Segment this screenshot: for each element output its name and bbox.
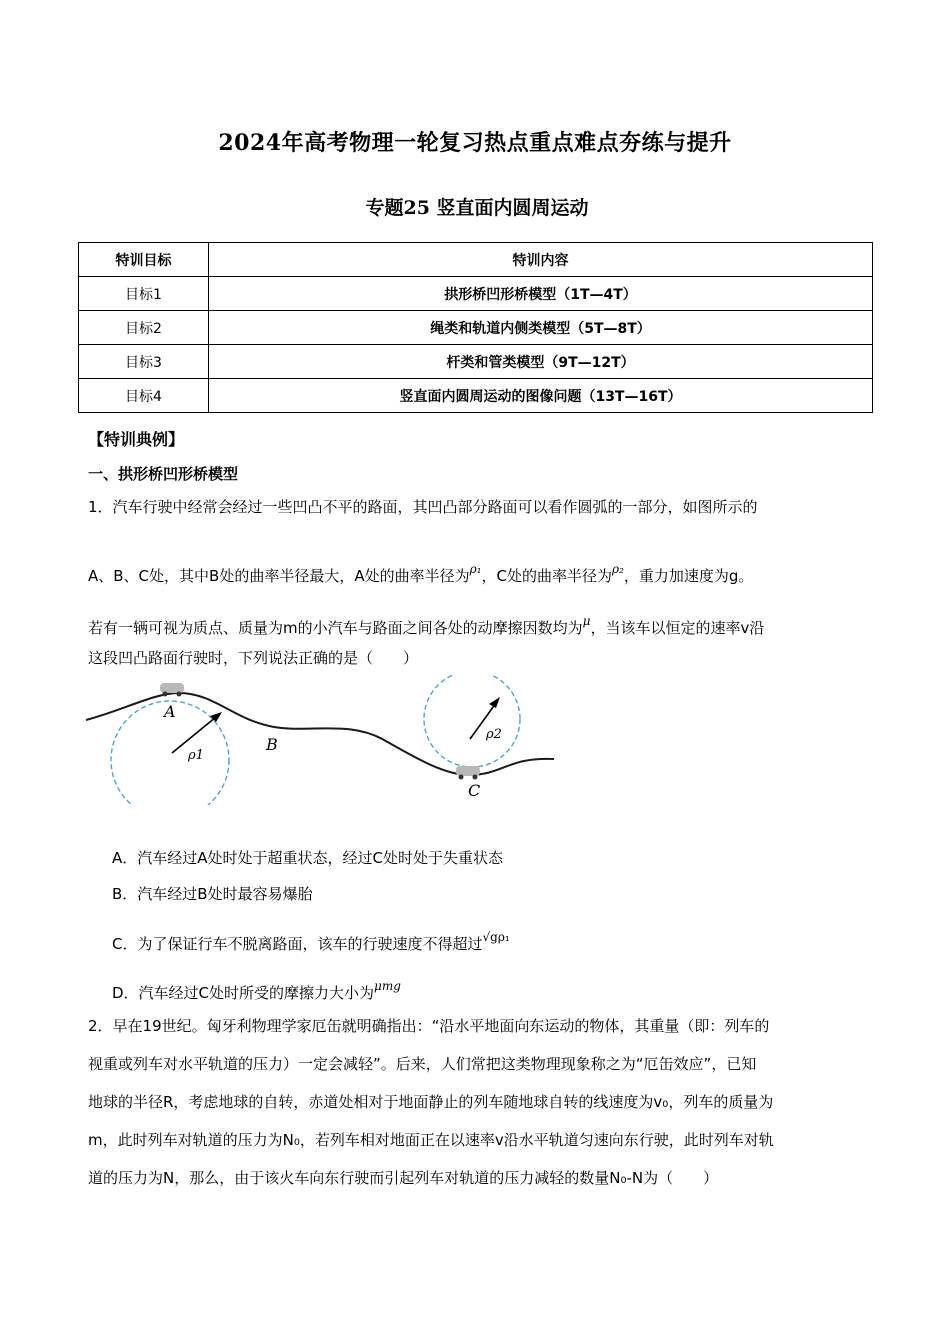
table-row <box>79 311 873 345</box>
table-cell-goal: 目标4 <box>79 379 209 413</box>
table-cell-goal: 目标1 <box>79 277 209 311</box>
label-c: C <box>468 781 481 800</box>
table-cell-content: 竖直面内圆周运动的图像问题（13T—16T） <box>209 379 873 413</box>
car-icon <box>456 766 480 780</box>
mu-symbol: μ <box>582 614 591 628</box>
q1-option-c[interactable] <box>112 930 510 954</box>
table-cell-content: 杆类和管类模型（9T—12T） <box>209 345 873 379</box>
sqrt-formula: √gρ₁ <box>482 930 510 944</box>
q2-line-5: 道的压力为N，那么，由于该火车向东行驶而引起列车对轨道的压力减轻的数量N₀-N为（ ） <box>88 1169 719 1187</box>
q1-option-d[interactable] <box>112 979 401 1003</box>
q2-line-3: 地球的半径R，考虑地球的自转，赤道处相对于地面静止的列车随地球自转的线速度为v₀，列车的质量为 <box>88 1093 774 1111</box>
goals-table <box>78 242 873 413</box>
table-row <box>79 277 873 311</box>
table-cell-content: 拱形桥凹形桥模型（1T—4T） <box>209 277 873 311</box>
label-rho2: ρ2 <box>486 727 502 742</box>
q1-option-b[interactable]: B．汽车经过B处时最容易爆胎 <box>112 885 313 903</box>
table-header-content: 特训内容 <box>209 243 873 277</box>
q1-line-2 <box>88 551 863 595</box>
q1-line-4: 这段凹凸路面行驶时，下列说法正确的是（ ） <box>88 649 419 667</box>
subsection-heading: 一、拱形桥凹形桥模型 <box>88 465 239 483</box>
table-cell-goal: 目标2 <box>79 311 209 345</box>
q2-line-2: 视重或列车对水平轨道的压力）一定会减轻”。后来，人们常把这类物理现象称之为“厄缶效应”，已知 <box>88 1055 757 1073</box>
car-icon <box>160 683 184 697</box>
curvature-circle-c <box>424 675 520 767</box>
q1-option-a[interactable]: A．汽车经过A处时处于超重状态，经过C处时处于失重状态 <box>112 849 503 867</box>
topic-title: 专题25 竖直面内圆周运动 <box>365 197 589 219</box>
q1-line-2-c: ，重力加速度为g。 <box>623 567 754 585</box>
q1-line-3-a: 若有一辆可视为质点、质量为m的小汽车与路面之间各处的动摩擦因数均为 <box>88 619 583 637</box>
q2-line-1: 2．早在19世纪。匈牙利物理学家厄缶就明确指出：“沿水平地面向东运动的物体，其重量（即：列车的 <box>88 1017 770 1035</box>
label-rho1: ρ1 <box>188 748 204 763</box>
mumg-formula: μmg <box>374 979 401 993</box>
label-a: A <box>164 702 176 721</box>
rho2-symbol: ρ₂ <box>611 562 624 576</box>
q1-line-3-b: ，当该车以恒定的速率v沿 <box>590 619 765 637</box>
q1-line-2-a: A、B、C处，其中B处的曲率半径最大，A处的曲率半径为 <box>88 567 470 585</box>
table-cell-goal: 目标3 <box>79 345 209 379</box>
q2-line-4: m，此时列车对轨道的压力为N₀，若列车相对地面正在以速率v沿水平轨道匀速向东行驶，此时列车对轨 <box>88 1131 774 1149</box>
label-b: B <box>266 735 278 754</box>
document-title: 2024年高考物理一轮复习热点重点难点夯练与提升 <box>218 130 732 156</box>
table-header-goal: 特训目标 <box>79 243 209 277</box>
road-curve <box>86 693 554 775</box>
q1-line-2-b: ，C处的曲率半径为 <box>481 567 612 585</box>
rho1-symbol: ρ₁ <box>469 562 482 576</box>
table-header-row <box>79 243 873 277</box>
q1-option-c-text: C．为了保证行车不脱离路面，该车的行驶速度不得超过 <box>112 935 483 953</box>
table-row <box>79 345 873 379</box>
q1-option-d-text: D．汽车经过C处时所受的摩擦力大小为 <box>112 984 375 1002</box>
arrowhead-c <box>489 697 500 708</box>
section-heading: 【特训典例】 <box>88 430 185 449</box>
table-cell-content: 绳类和轨道内侧类模型（5T—8T） <box>209 311 873 345</box>
q1-line-1: 1．汽车行驶中经常会经过一些凹凸不平的路面，其凹凸部分路面可以看作圆弧的一部分，如图所示的 <box>88 498 758 516</box>
table-row <box>79 379 873 413</box>
road-figure <box>84 675 554 805</box>
